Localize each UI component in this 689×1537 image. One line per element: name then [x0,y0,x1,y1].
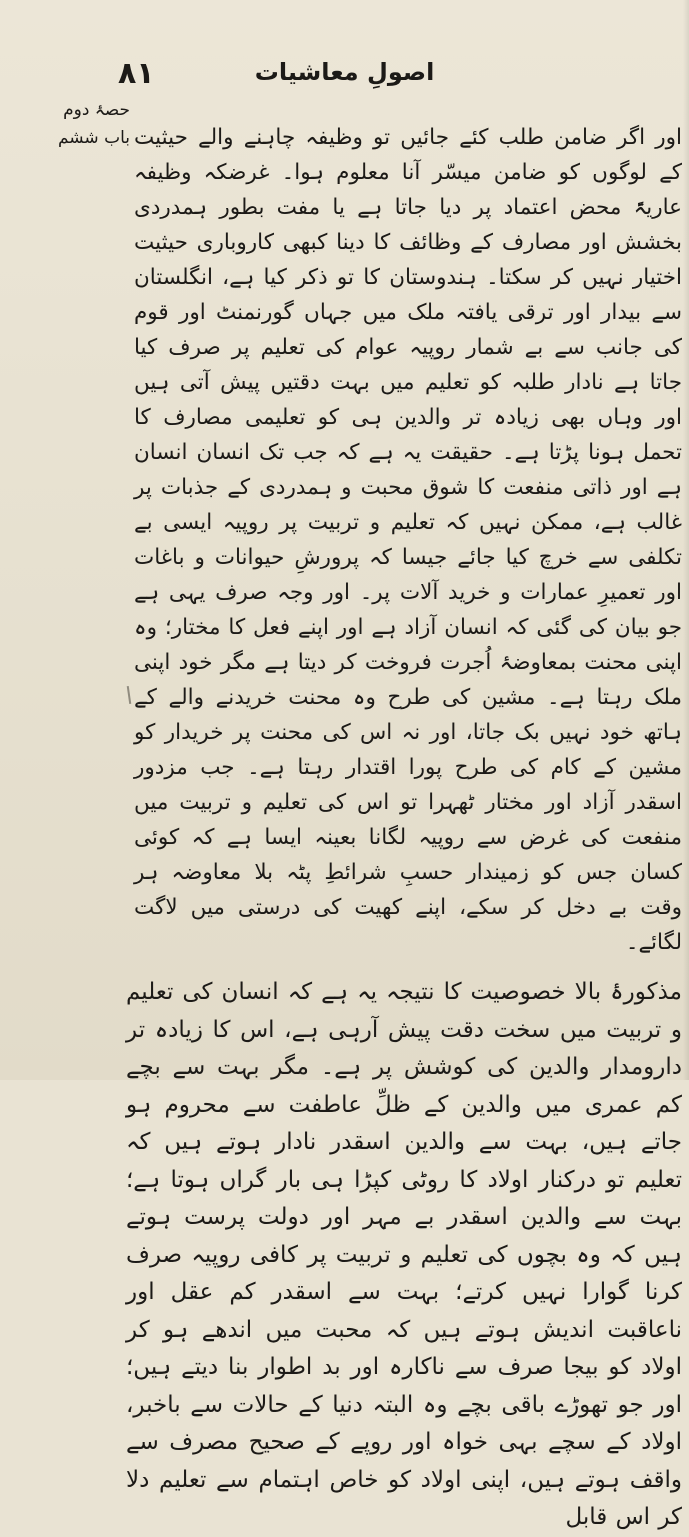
running-title: اصولِ معاشیات [254,58,435,86]
margin-note [38,96,130,152]
pencil-mark [127,686,131,704]
margin-note-part: حصۂ دوم [63,100,130,120]
paragraph: مذکورۂ بالا خصوصیت کا نتیجہ یہ ہے کہ انسان کی تعلیم و تربیت میں سخت دقت پیش آرہی ہے، اس کا زیادہ تر دارومدار والدین کی کوشش پر ہے۔ مگر بہت سے بچے کم عمری میں والدین کے ظلِّ عاطفت سے محروم ہو جاتے ہیں، بہت سے والدین اسقدر نادار ہوتے ہیں کہ تعلیم تو درکنار اولاد کا روٹی کپڑا ہی بار گراں ہوتا ہے؛ بہت سے والدین اسقدر بے مہر اور دولت پرست ہوتے ہیں کہ وہ بچوں کی تعلیم و تربیت پر کافی روپیہ صرف کرنا گوارا نہیں کرتے؛ بہت سے اسقدر کم عقل اور ناعاقبت اندیش ہوتے ہیں کہ محبت میں اندھے ہو کر اولاد کو بیجا صرف سے ناکارہ اور بد اطوار بنا دیتے ہیں؛ اور جو تھوڑے باقی بچے وہ البتہ دنیا کے حالات سے باخبر، اولاد کے سچے بہی خواہ اور روپے کے صحیح مصرف سے واقف ہوتے ہیں، اپنی اولاد کو خاص اہتمام سے تعلیم دلا کر اس قابل [126,979,682,1530]
margin-note-chapter: باب ششم [57,128,130,148]
paragraph: اور اگر ضامن طلب کئے جائیں تو وظیفہ چاہنے والے حیثیت کے لوگوں کو ضامن میسّر آنا معلوم ہوا۔ غرضکہ وظیفہ عاریۃً محض اعتماد پر دیا جاتا ہے یا مفت بطور ہمدردی بخشش اور مصارف کے وظائف کا دینا کبھی کاروباری حیثیت اختیار نہیں کر سکتا۔ ہندوستان کا تو ذکر کیا ہے، انگلستان سے بیدار اور ترقی یافتہ ملک میں جہاں گورنمنٹ اور قوم کی جانب سے بے شمار روپیہ عوام کی تعلیم پر صرف کیا جاتا ہے نادار طلبہ کو تعلیم میں بہت دقتیں پیش آتی ہیں اور وہاں بھی زیادہ تر والدین ہی کو تعلیمی مصارف کا تحمل ہونا پڑتا ہے۔ حقیقت یہ ہے کہ جب تک انسان انسان ہے اور ذاتی منفعت کا شوق محبت و ہمدردی کے جذبات پر غالب ہے، ممکن نہیں کہ تعلیم و تربیت پر روپیہ ایسی بے تکلفی سے خرچ کیا جائے جیسا کہ پرورشِ حیوانات و باغات اور تعمیرِ عمارات و خرید آلات پر۔ اور وجہ صرف یہی ہے جو بیان کی گئی کہ انسان آزاد ہے اور اپنے فعل کا مختار؛ وہ اپنی محنت بمعاوضۂ اُجرت فروخت کر دیتا ہے مگر خود اپنی ملک رہتا ہے۔ مشین کی طرح وہ محنت خریدنے والے کے ہاتھ خود نہیں بک جاتا، اور نہ اس کی محنت پر خریدار کو مشین کے کام کی طرح پورا اقتدار رہتا ہے۔ جب مزدور اسقدر آزاد اور مختار ٹھہرا تو اس کی تعلیم و تربیت میں منفعت کی غرض سے روپیہ لگانا بعینہ ایسا ہے کہ کوئی کسان جس کو زمیندار حسبِ شرائطِ پٹہ بلا معاوضہ ہر وقت بے دخل کر سکے، اپنے کھیت کی درستی میں لاگت لگائے۔ [134,125,682,955]
page-number: ۸۱ [118,56,155,91]
body-text [126,120,682,1537]
page-edge-shadow [683,0,689,1080]
